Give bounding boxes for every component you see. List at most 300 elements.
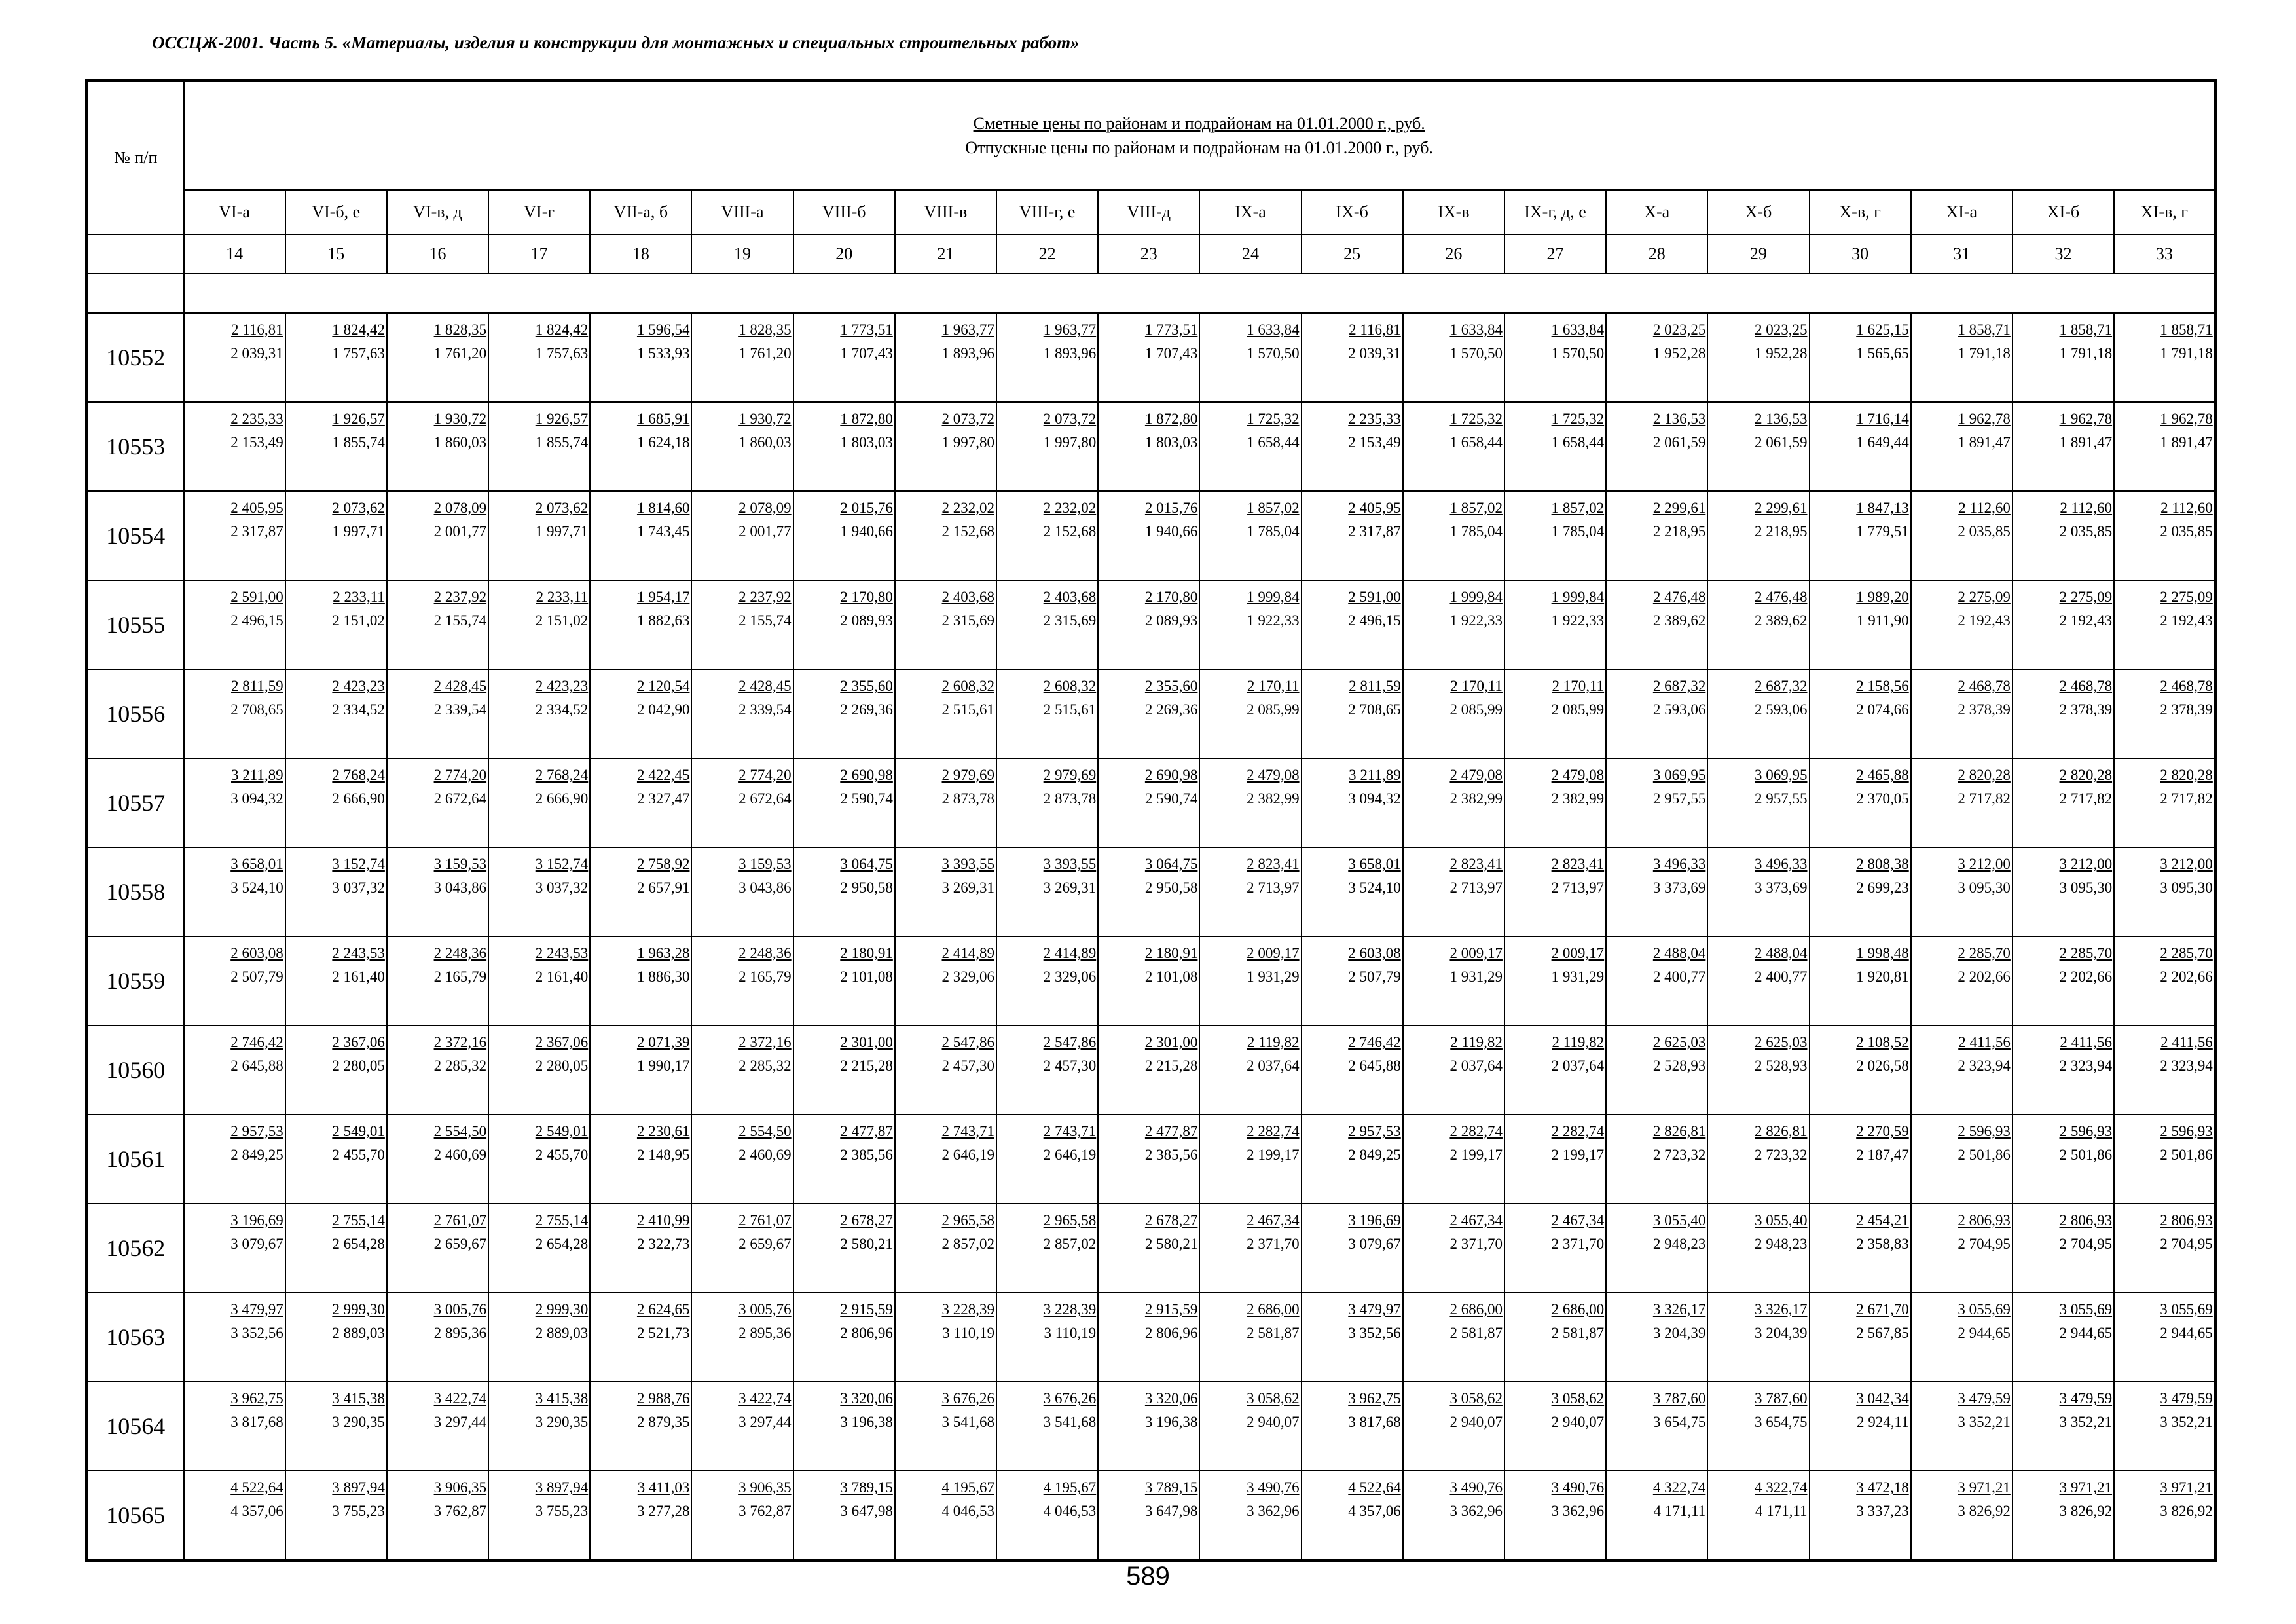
release-price: 2 218,95	[1652, 523, 1706, 540]
price-cell	[691, 313, 793, 402]
release-price: 3 755,23	[535, 1503, 589, 1519]
region-header: X-а	[1606, 190, 1707, 234]
estimate-price: 1 625,15	[1856, 322, 1909, 338]
release-price: 2 581,87	[1449, 1325, 1503, 1341]
column-number: 19	[691, 234, 793, 274]
price-cell	[895, 758, 996, 847]
release-price: 2 001,77	[738, 523, 792, 540]
release-price: 2 334,52	[332, 701, 385, 718]
region-header: IX-а	[1199, 190, 1301, 234]
release-price: 2 713,97	[1449, 879, 1503, 896]
release-price: 3 817,68	[1348, 1414, 1401, 1430]
estimate-price: 2 230,61	[636, 1123, 690, 1139]
estimate-price: 2 285,70	[2059, 945, 2113, 961]
estimate-price: 2 237,92	[433, 589, 487, 605]
release-price: 1 791,18	[2059, 345, 2113, 361]
estimate-price: 2 823,41	[1551, 856, 1605, 872]
release-price: 1 785,04	[1551, 523, 1605, 540]
release-price: 4 357,06	[1348, 1503, 1401, 1519]
release-price: 2 389,62	[1755, 612, 1808, 629]
release-price: 2 460,69	[738, 1147, 792, 1163]
release-price: 3 762,87	[738, 1503, 792, 1519]
estimate-price: 3 490,76	[1551, 1479, 1605, 1496]
estimate-price: 2 237,92	[738, 589, 792, 605]
price-cell	[2013, 580, 2114, 669]
release-price: 2 659,67	[433, 1236, 487, 1252]
estimate-price: 2 282,74	[1449, 1123, 1503, 1139]
price-cell	[1606, 580, 1707, 669]
release-price: 2 567,85	[1856, 1325, 1909, 1341]
estimate-price: 2 476,48	[1652, 589, 1706, 605]
release-price: 1 893,96	[941, 345, 994, 361]
release-price: 2 153,49	[1348, 434, 1401, 451]
release-price: 1 911,90	[1857, 612, 1909, 629]
estimate-price: 2 823,41	[1247, 856, 1300, 872]
release-price: 2 317,87	[1348, 523, 1401, 540]
price-cell	[1302, 491, 1403, 580]
price-cell	[1199, 936, 1301, 1025]
price-cell	[387, 669, 488, 758]
price-cell	[387, 313, 488, 402]
release-price: 2 581,87	[1551, 1325, 1605, 1341]
price-cell	[184, 758, 285, 847]
estimate-price: 2 806,93	[2059, 1212, 2113, 1228]
price-cell	[285, 1025, 387, 1115]
price-cell	[691, 936, 793, 1025]
release-price: 2 806,96	[840, 1325, 893, 1341]
price-cell	[2013, 936, 2114, 1025]
price-cell	[1810, 669, 1911, 758]
price-cell	[1810, 313, 1911, 402]
release-price: 1 952,28	[1755, 345, 1808, 361]
price-cell	[1098, 1204, 1199, 1293]
release-price: 1 882,63	[636, 612, 690, 629]
price-cell	[1199, 1204, 1301, 1293]
estimate-price: 2 467,34	[1247, 1212, 1300, 1228]
price-cell	[793, 1293, 895, 1382]
price-cell	[184, 1471, 285, 1561]
estimate-price: 2 687,32	[1755, 678, 1808, 694]
price-cell	[793, 1471, 895, 1561]
estimate-price: 2 414,89	[941, 945, 994, 961]
release-price: 2 382,99	[1247, 790, 1300, 807]
estimate-price: 2 746,42	[230, 1034, 283, 1050]
price-cell	[1403, 313, 1504, 402]
price-cell	[996, 1293, 1098, 1382]
price-cell	[488, 580, 590, 669]
price-cell	[1911, 313, 2013, 402]
price-cell	[488, 758, 590, 847]
release-price: 2 085,99	[1551, 701, 1605, 718]
price-cell	[1199, 1471, 1301, 1561]
release-price: 2 042,90	[636, 701, 690, 718]
price-cell	[285, 847, 387, 936]
release-price-title: Отпускные цены по районам и подрайонам на 01.01.2000 г., руб.	[965, 138, 1433, 157]
release-price: 2 202,66	[2160, 969, 2213, 985]
estimate-price: 4 322,74	[1755, 1479, 1808, 1496]
price-cell	[590, 1025, 691, 1115]
region-header: X-в, г	[1810, 190, 1911, 234]
price-cell	[1302, 1382, 1403, 1471]
price-cell	[1098, 1025, 1199, 1115]
release-price: 1 920,81	[1856, 969, 1909, 985]
price-cell	[2013, 491, 2114, 580]
estimate-price: 2 488,04	[1755, 945, 1808, 961]
column-number: 33	[2114, 234, 2215, 274]
release-price: 1 922,33	[1449, 612, 1503, 629]
price-cell	[1302, 402, 1403, 491]
estimate-price: 2 282,74	[1247, 1123, 1300, 1139]
estimate-price: 2 410,99	[636, 1212, 690, 1228]
price-cell	[1403, 580, 1504, 669]
region-header: XI-б	[2013, 190, 2114, 234]
estimate-price: 3 897,94	[332, 1479, 385, 1496]
estimate-price: 3 159,53	[738, 856, 792, 872]
estimate-price: 1 858,71	[2059, 322, 2113, 338]
release-price: 2 089,93	[840, 612, 893, 629]
price-cell	[1302, 1471, 1403, 1561]
estimate-price: 3 479,59	[1958, 1390, 2011, 1407]
estimate-price: 1 989,20	[1856, 589, 1909, 605]
estimate-price: 2 411,56	[2060, 1034, 2113, 1050]
release-price: 4 171,11	[1653, 1503, 1706, 1519]
price-cell	[1606, 1471, 1707, 1561]
price-cell	[793, 580, 895, 669]
release-price: 1 860,03	[433, 434, 487, 451]
release-price: 2 317,87	[230, 523, 283, 540]
estimate-price: 3 971,21	[2059, 1479, 2113, 1496]
estimate-price: 2 248,36	[433, 945, 487, 961]
estimate-price: 3 005,76	[433, 1301, 487, 1318]
estimate-price: 3 422,74	[738, 1390, 792, 1407]
price-cell	[1403, 1471, 1504, 1561]
price-cell	[793, 758, 895, 847]
estimate-price: 2 467,34	[1551, 1212, 1605, 1228]
estimate-price: 2 479,08	[1247, 767, 1300, 783]
price-cell	[1810, 1382, 1911, 1471]
estimate-price: 1 930,72	[738, 411, 792, 427]
release-price: 3 373,69	[1652, 879, 1706, 896]
release-price: 2 873,78	[1043, 790, 1097, 807]
region-header: VI-г	[488, 190, 590, 234]
price-cell	[1098, 847, 1199, 936]
release-price: 1 893,96	[1043, 345, 1097, 361]
release-price: 1 649,44	[1856, 434, 1909, 451]
release-price: 2 155,74	[433, 612, 487, 629]
price-cell	[2114, 1115, 2215, 1204]
release-price: 3 095,30	[1958, 879, 2011, 896]
page-header: ОССЦЖ-2001. Часть 5. «Материалы, изделия и конструкции для монтажных и специальных строительных работ»	[152, 33, 1080, 52]
price-cell	[1606, 491, 1707, 580]
estimate-price: 3 787,60	[1652, 1390, 1706, 1407]
price-cell	[793, 491, 895, 580]
table-row	[87, 1115, 2216, 1204]
price-cell	[1707, 580, 1809, 669]
price-cell	[1199, 758, 1301, 847]
estimate-price: 3 055,69	[1958, 1301, 2011, 1318]
region-header: VI-б, е	[285, 190, 387, 234]
release-price: 3 297,44	[738, 1414, 792, 1430]
row-id: 10557	[87, 758, 184, 847]
release-price: 1 931,29	[1551, 969, 1605, 985]
price-cell	[1707, 1025, 1809, 1115]
release-price: 2 389,62	[1652, 612, 1706, 629]
release-price: 2 857,02	[941, 1236, 994, 1252]
table-row	[87, 1025, 2216, 1115]
release-price: 1 570,50	[1449, 345, 1503, 361]
estimate-price: 2 120,54	[636, 678, 690, 694]
estimate-price: 2 180,91	[840, 945, 893, 961]
price-cell	[488, 1293, 590, 1382]
table-row	[87, 580, 2216, 669]
release-price: 2 590,74	[1144, 790, 1198, 807]
price-cell	[2013, 669, 2114, 758]
estimate-price: 2 468,78	[1958, 678, 2011, 694]
estimate-price: 2 411,56	[1958, 1034, 2011, 1050]
column-number: 22	[996, 234, 1098, 274]
price-cell	[285, 936, 387, 1025]
release-price: 2 708,65	[1348, 701, 1401, 718]
release-price: 2 385,56	[1144, 1147, 1198, 1163]
release-price: 2 699,23	[1856, 879, 1909, 896]
estimate-price: 2 477,87	[840, 1123, 893, 1139]
release-price: 1 761,20	[433, 345, 487, 361]
price-cell	[1504, 491, 1606, 580]
estimate-price: 2 301,00	[1144, 1034, 1198, 1050]
price-cell	[1302, 1204, 1403, 1293]
price-cell	[996, 1382, 1098, 1471]
blank-cell	[87, 274, 184, 313]
release-price: 2 645,88	[230, 1058, 283, 1074]
estimate-price: 2 467,34	[1449, 1212, 1503, 1228]
release-price: 3 541,68	[941, 1414, 994, 1430]
release-price: 2 713,97	[1551, 879, 1605, 896]
release-price: 1 757,63	[535, 345, 589, 361]
release-price: 4 046,53	[941, 1503, 994, 1519]
price-cell	[285, 1471, 387, 1561]
estimate-price: 3 971,21	[1958, 1479, 2011, 1496]
release-price: 2 948,23	[1652, 1236, 1706, 1252]
release-price: 3 762,87	[433, 1503, 487, 1519]
price-cell	[184, 313, 285, 402]
release-price: 3 095,30	[2059, 879, 2113, 896]
estimate-price: 2 554,50	[433, 1123, 487, 1139]
price-cell	[691, 580, 793, 669]
estimate-price: 2 285,70	[1958, 945, 2011, 961]
estimate-price: 2 170,11	[1247, 678, 1300, 694]
row-id: 10552	[87, 313, 184, 402]
row-id: 10562	[87, 1204, 184, 1293]
estimate-price: 2 015,76	[1144, 500, 1198, 516]
estimate-price: 3 228,39	[1043, 1301, 1097, 1318]
release-price: 1 743,45	[636, 523, 690, 540]
estimate-price: 2 678,27	[1144, 1212, 1198, 1228]
estimate-price: 2 073,72	[1043, 411, 1097, 427]
release-price: 2 192,43	[2160, 612, 2213, 629]
release-price: 2 187,47	[1856, 1147, 1909, 1163]
blank-cell-wide	[184, 274, 2216, 313]
price-cell	[793, 1382, 895, 1471]
estimate-price: 2 479,08	[1551, 767, 1605, 783]
estimate-price: 2 820,28	[2059, 767, 2113, 783]
region-header: VIII-б	[793, 190, 895, 234]
estimate-price: 2 915,59	[840, 1301, 893, 1318]
release-price: 1 707,43	[1144, 345, 1198, 361]
release-price: 2 161,40	[332, 969, 385, 985]
estimate-price: 2 009,17	[1551, 945, 1605, 961]
estimate-price: 2 233,11	[536, 589, 589, 605]
release-price: 1 886,30	[636, 969, 690, 985]
release-price: 2 580,21	[840, 1236, 893, 1252]
release-price: 1 533,93	[636, 345, 690, 361]
release-price: 2 061,59	[1755, 434, 1808, 451]
price-cell	[1504, 313, 1606, 402]
release-price: 1 803,03	[840, 434, 893, 451]
release-price: 2 101,08	[840, 969, 893, 985]
estimate-price: 2 808,38	[1856, 856, 1909, 872]
release-price: 3 826,92	[2059, 1503, 2113, 1519]
release-price: 3 352,56	[230, 1325, 283, 1341]
price-cell	[1199, 669, 1301, 758]
estimate-price: 2 233,11	[333, 589, 385, 605]
column-number: 20	[793, 234, 895, 274]
price-cell	[1403, 847, 1504, 936]
release-price: 2 329,06	[941, 969, 994, 985]
release-price: 2 155,74	[738, 612, 792, 629]
price-cell	[1707, 1293, 1809, 1382]
release-price: 3 110,19	[942, 1325, 994, 1341]
estimate-price: 3 055,40	[1652, 1212, 1706, 1228]
price-cell	[2114, 936, 2215, 1025]
release-price: 3 269,31	[941, 879, 994, 896]
price-cell	[1911, 847, 2013, 936]
release-price: 2 339,54	[433, 701, 487, 718]
estimate-price: 1 963,28	[636, 945, 690, 961]
region-header: VIII-д	[1098, 190, 1199, 234]
price-cell	[1199, 1382, 1301, 1471]
release-price: 2 385,56	[840, 1147, 893, 1163]
price-cell	[793, 847, 895, 936]
release-price: 1 922,33	[1551, 612, 1605, 629]
estimate-price: 3 152,74	[535, 856, 589, 872]
price-cell	[1504, 1115, 1606, 1204]
price-cell	[895, 1382, 996, 1471]
price-cell	[387, 402, 488, 491]
release-price: 2 704,95	[2160, 1236, 2213, 1252]
estimate-price: 1 999,84	[1551, 589, 1605, 605]
release-price: 3 297,44	[433, 1414, 487, 1430]
price-cell	[1911, 1471, 2013, 1561]
column-number: 14	[184, 234, 285, 274]
row-id: 10558	[87, 847, 184, 936]
price-cell	[793, 402, 895, 491]
price-cell	[691, 758, 793, 847]
estimate-price: 2 428,45	[738, 678, 792, 694]
release-price: 2 657,91	[636, 879, 690, 896]
release-price: 2 323,94	[2160, 1058, 2213, 1074]
estimate-price: 2 596,93	[2059, 1123, 2113, 1139]
price-cell	[1302, 669, 1403, 758]
price-cell	[1911, 1115, 2013, 1204]
price-cell	[1504, 669, 1606, 758]
estimate-price: 2 477,87	[1144, 1123, 1198, 1139]
estimate-price: 2 468,78	[2160, 678, 2213, 694]
estimate-price: 3 472,18	[1856, 1479, 1909, 1496]
estimate-price: 2 170,80	[840, 589, 893, 605]
column-number: 21	[895, 234, 996, 274]
price-table	[85, 79, 2217, 1562]
price-cell	[2013, 758, 2114, 847]
estimate-price: 1 999,84	[1449, 589, 1503, 605]
estimate-price: 3 422,74	[433, 1390, 487, 1407]
release-price: 1 658,44	[1449, 434, 1503, 451]
row-id: 10556	[87, 669, 184, 758]
estimate-price: 2 073,62	[535, 500, 589, 516]
release-price: 2 202,66	[1958, 969, 2011, 985]
estimate-price: 2 158,56	[1856, 678, 1909, 694]
estimate-price: 2 686,00	[1551, 1301, 1605, 1318]
estimate-price: 2 743,71	[941, 1123, 994, 1139]
estimate-price: 2 686,00	[1247, 1301, 1300, 1318]
price-cell	[590, 1293, 691, 1382]
estimate-price: 2 078,09	[738, 500, 792, 516]
release-price: 2 455,70	[535, 1147, 589, 1163]
release-price: 2 581,87	[1247, 1325, 1300, 1341]
price-cell	[1606, 1293, 1707, 1382]
price-cell	[1098, 1382, 1199, 1471]
price-cell	[184, 1115, 285, 1204]
estimate-price: 2 009,17	[1449, 945, 1503, 961]
release-price: 3 352,21	[2160, 1414, 2213, 1430]
price-cell	[184, 491, 285, 580]
estimate-price: 2 999,30	[332, 1301, 385, 1318]
price-cell	[1810, 936, 1911, 1025]
price-cell	[996, 936, 1098, 1025]
estimate-price: 2 678,27	[840, 1212, 893, 1228]
release-price: 2 889,03	[332, 1325, 385, 1341]
release-price: 1 570,50	[1551, 345, 1605, 361]
region-header-row	[87, 190, 2216, 234]
estimate-price: 2 549,01	[535, 1123, 589, 1139]
release-price: 2 940,07	[1551, 1414, 1605, 1430]
release-price: 2 327,47	[636, 790, 690, 807]
estimate-price: 2 979,69	[1043, 767, 1097, 783]
price-cell	[590, 936, 691, 1025]
release-price: 2 659,67	[738, 1236, 792, 1252]
estimate-price: 2 073,72	[941, 411, 994, 427]
estimate-price: 2 826,81	[1652, 1123, 1706, 1139]
release-price: 2 161,40	[535, 969, 589, 985]
price-cell	[285, 1382, 387, 1471]
price-cell	[895, 491, 996, 580]
estimate-price: 3 212,00	[1958, 856, 2011, 872]
price-cell	[387, 1025, 488, 1115]
price-cell	[2013, 313, 2114, 402]
price-cell	[1302, 1115, 1403, 1204]
estimate-price: 2 624,65	[636, 1301, 690, 1318]
release-price: 3 094,32	[230, 790, 283, 807]
release-price: 2 192,43	[2059, 612, 2113, 629]
release-price: 1 565,65	[1856, 345, 1909, 361]
release-price: 1 803,03	[1144, 434, 1198, 451]
estimate-price: 1 857,02	[1247, 500, 1300, 516]
release-price: 2 280,05	[332, 1058, 385, 1074]
release-price: 3 269,31	[1043, 879, 1097, 896]
release-price: 1 940,66	[840, 523, 893, 540]
price-cell	[1504, 1293, 1606, 1382]
estimate-price: 2 243,53	[332, 945, 385, 961]
price-cell	[1810, 1204, 1911, 1293]
